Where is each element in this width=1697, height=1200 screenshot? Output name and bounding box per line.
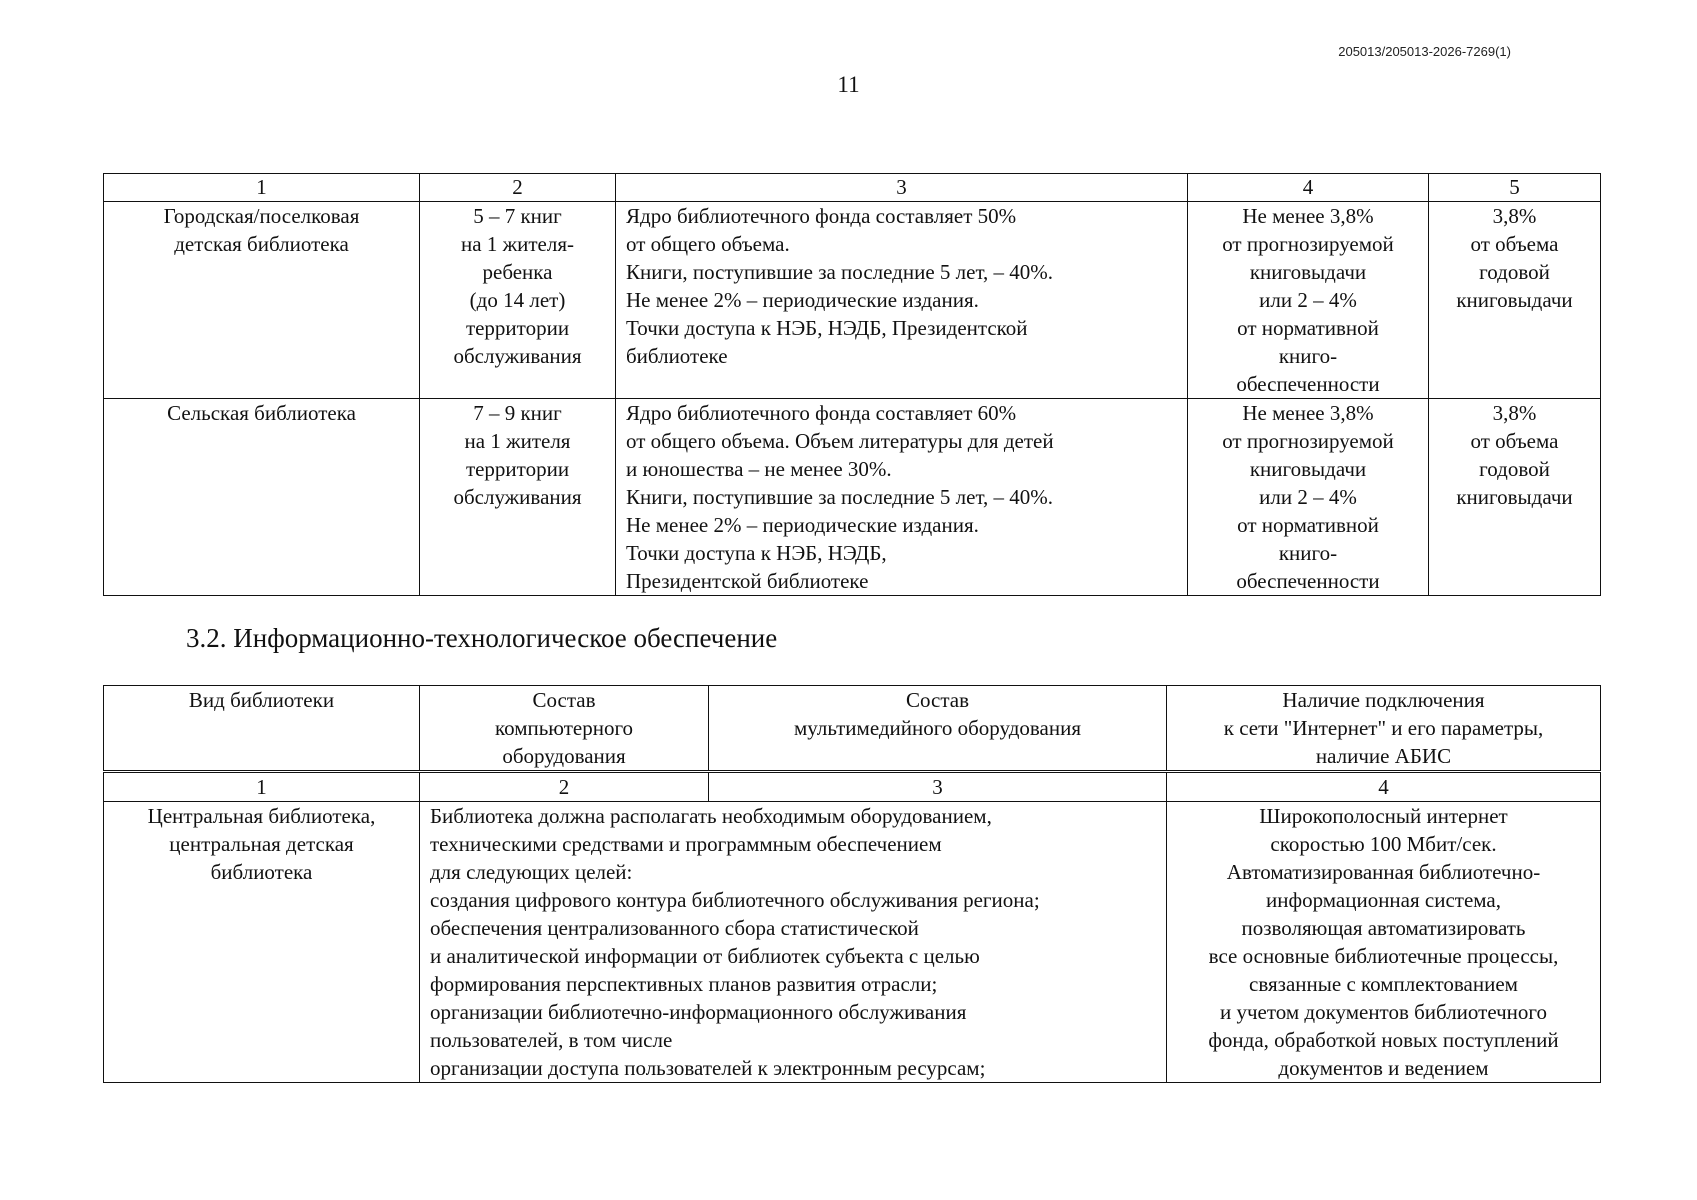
text-line: 3,8%: [1492, 401, 1537, 425]
text-line: обеспеченности: [1236, 569, 1380, 593]
text-line: Наличие подключения: [1282, 688, 1485, 712]
fund-standards-table: [103, 173, 1601, 596]
text-line: Городская/поселковая: [163, 204, 360, 228]
text-line: 5 – 7 книг: [473, 204, 562, 228]
fund-writeoff-cell: [1429, 202, 1601, 399]
fund-structure-cell: [616, 399, 1188, 596]
text-line: Широкополосный интернет: [1259, 804, 1508, 828]
text-line: или 2 – 4%: [1259, 288, 1357, 312]
fund-renewal-cell: [1188, 202, 1429, 399]
text-line: Не менее 3,8%: [1242, 401, 1374, 425]
text-line: детская библиотека: [174, 232, 349, 256]
text-line: на 1 жителя-: [461, 232, 574, 256]
text-line: от общего объема.: [626, 232, 790, 256]
text-line: организации библиотечно-информационного обслуживания: [430, 1000, 967, 1024]
column-number: 2: [420, 174, 616, 202]
text-line: территории: [465, 457, 570, 481]
library-type-cell: [104, 399, 420, 596]
text-line: территории: [465, 316, 570, 340]
page-number: 11: [837, 72, 860, 97]
text-line: фонда, обработкой новых поступлений: [1208, 1028, 1559, 1052]
column-number: 4: [1167, 773, 1601, 802]
text-line: Точки доступа к НЭБ, НЭДБ, Президентской: [626, 316, 1028, 340]
text-line: для следующих целей:: [430, 860, 633, 884]
text-line: связанные с комплектованием: [1249, 972, 1518, 996]
text-line: обслуживания: [453, 344, 582, 368]
text-line: библиотека: [210, 860, 313, 884]
column-number: 1: [104, 174, 420, 202]
text-line: библиотеке: [626, 344, 728, 368]
header-library-type: [104, 686, 420, 771]
text-line: Состав: [532, 688, 596, 712]
text-line: книговыдачи: [1249, 260, 1367, 284]
header-computer-equipment: [420, 686, 709, 771]
text-line: Состав: [905, 688, 970, 712]
text-line: Ядро библиотечного фонда составляет 50%: [626, 204, 1017, 228]
text-line: или 2 – 4%: [1259, 485, 1357, 509]
text-line: Не менее 3,8%: [1242, 204, 1374, 228]
header-row: [104, 686, 1601, 771]
text-line: и аналитической информации от библиотек субъекта с целью: [430, 944, 980, 968]
library-type-cell: [104, 202, 420, 399]
column-number: 3: [709, 773, 1167, 802]
column-number: 1: [104, 773, 420, 802]
column-number-row: [104, 174, 1601, 202]
text-line: от объема: [1470, 232, 1559, 256]
fund-norm-cell: [420, 399, 616, 596]
text-line: книговыдачи: [1456, 288, 1573, 312]
text-line: от объема: [1470, 429, 1559, 453]
it-equipment-table-body: [103, 772, 1601, 1083]
text-line: годовой: [1479, 260, 1550, 284]
table-row-central-library: [104, 802, 1601, 1083]
text-line: от прогнозируемой: [1222, 429, 1394, 453]
text-line: формирования перспективных планов развития отрасли;: [430, 972, 938, 996]
text-line: компьютерного: [494, 716, 634, 740]
fund-writeoff-cell: [1429, 399, 1601, 596]
text-line: от нормативной: [1237, 513, 1379, 537]
text-line: скоростью 100 Мбит/сек.: [1270, 832, 1497, 856]
internet-abis-cell: [1167, 802, 1601, 1083]
text-line: от прогнозируемой: [1222, 232, 1394, 256]
text-line: Автоматизированная библиотечно-: [1226, 860, 1541, 884]
text-line: Книги, поступившие за последние 5 лет, – 40%.: [626, 260, 1054, 284]
table-row-children-library: [104, 202, 1601, 399]
text-line: Не менее 2% – периодические издания.: [626, 513, 979, 537]
text-line: Вид библиотеки: [188, 688, 335, 712]
text-line: создания цифрового контура библиотечного обслуживания региона;: [430, 888, 1040, 912]
text-line: книговыдачи: [1456, 485, 1573, 509]
text-line: техническими средствами и программным обеспечением: [430, 832, 942, 856]
text-line: (до 14 лет): [469, 288, 566, 312]
column-number: 3: [616, 174, 1188, 202]
text-line: наличие АБИС: [1315, 744, 1452, 768]
column-number: 5: [1429, 174, 1601, 202]
header-internet-abis: [1167, 686, 1601, 771]
text-line: к сети "Интернет" и его параметры,: [1223, 716, 1544, 740]
text-line: на 1 жителя: [464, 429, 571, 453]
text-line: обеспечения централизованного сбора статистической: [430, 916, 919, 940]
text-line: Ядро библиотечного фонда составляет 60%: [626, 401, 1017, 425]
fund-renewal-cell: [1188, 399, 1429, 596]
section-heading: 3.2. Информационно-технологическое обеспечение: [186, 623, 778, 653]
it-equipment-table-header: [103, 685, 1601, 771]
text-line: позволяющая автоматизировать: [1241, 916, 1526, 940]
text-line: книго-: [1278, 541, 1338, 565]
text-line: оборудования: [502, 744, 626, 768]
text-line: Точки доступа к НЭБ, НЭДБ,: [626, 541, 887, 565]
text-line: информационная система,: [1265, 888, 1501, 912]
column-number-row: [104, 773, 1601, 802]
fund-norm-cell: [420, 202, 616, 399]
text-line: обеспеченности: [1236, 372, 1380, 396]
text-line: 7 – 9 книг: [473, 401, 562, 425]
text-line: обслуживания: [453, 485, 582, 509]
text-line: Книги, поступившие за последние 5 лет, – 40%.: [626, 485, 1054, 509]
text-line: организации доступа пользователей к электронным ресурсам;: [430, 1056, 986, 1080]
text-line: книго-: [1278, 344, 1338, 368]
text-line: все основные библиотечные процессы,: [1208, 944, 1559, 968]
text-line: от общего объема. Объем литературы для детей: [626, 429, 1054, 453]
column-number: 2: [420, 773, 709, 802]
text-line: Центральная библиотека,: [147, 804, 376, 828]
text-line: книговыдачи: [1249, 457, 1367, 481]
text-line: Президентской библиотеке: [626, 569, 869, 593]
text-line: 3,8%: [1492, 204, 1537, 228]
text-line: центральная детская: [169, 832, 354, 856]
text-line: документов и ведением: [1278, 1056, 1489, 1080]
text-line: мультимедийного оборудования: [794, 716, 1081, 740]
fund-structure-cell: [616, 202, 1188, 399]
text-line: годовой: [1479, 457, 1550, 481]
text-line: Сельская библиотека: [167, 401, 356, 425]
table-row-rural-library: [104, 399, 1601, 596]
document-id: 205013/205013-2026-7269(1): [1338, 44, 1511, 59]
text-line: и юношества – не менее 30%.: [626, 457, 892, 481]
column-number: 4: [1188, 174, 1429, 202]
header-multimedia-equipment: [709, 686, 1167, 771]
text-line: и учетом документов библиотечного: [1219, 1000, 1548, 1024]
equipment-cell: [420, 802, 1167, 1083]
text-line: Библиотека должна располагать необходимым оборудованием,: [430, 804, 992, 828]
text-line: от нормативной: [1237, 316, 1379, 340]
library-type-cell: [104, 802, 420, 1083]
text-line: Не менее 2% – периодические издания.: [626, 288, 979, 312]
text-line: пользователей, в том числе: [430, 1028, 673, 1052]
text-line: ребенка: [482, 260, 553, 284]
